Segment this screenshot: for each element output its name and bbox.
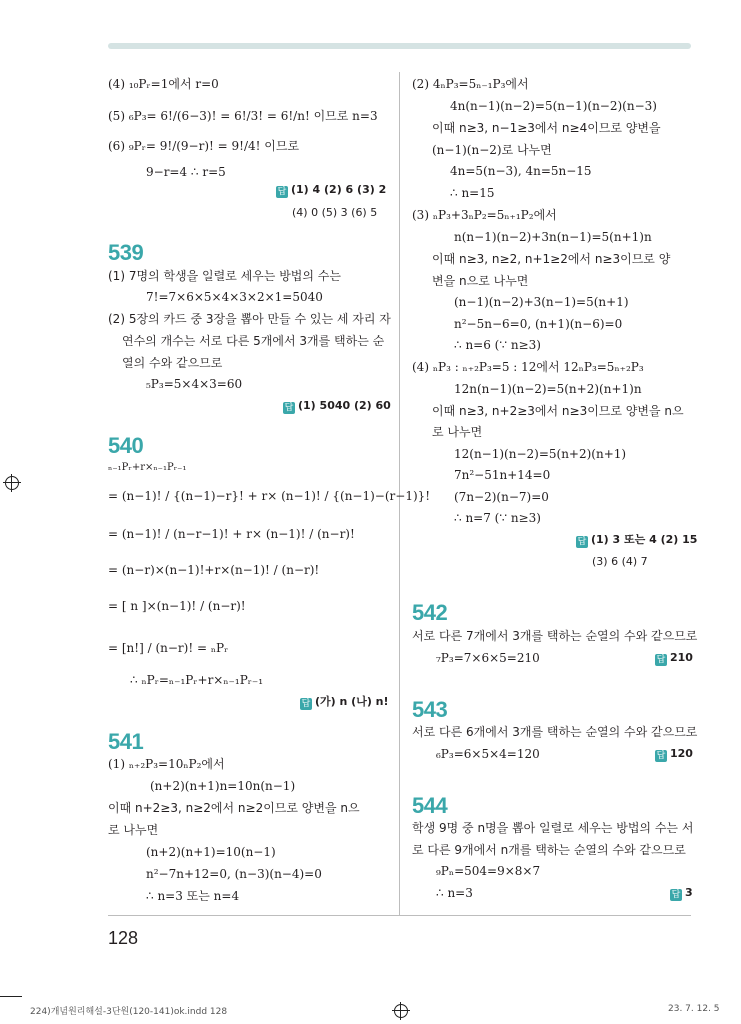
p541-cont-line: n²−5n−6=0, (n+1)(n−6)=0 — [454, 317, 623, 331]
problem-number-542: 542 — [412, 600, 448, 625]
answer-text: (1) 5040 (2) 60 — [298, 399, 391, 412]
p541-line: 로 나누면 — [108, 823, 159, 837]
p538-line-5: (5) ₆P₃= 6!/(6−3)! = 6!/3! = 6!/n! 이므로 n=3 — [108, 109, 378, 123]
answer-badge-icon: 답 — [277, 187, 287, 197]
problem-number-544: 544 — [412, 793, 448, 818]
p541-cont-line: ∴ n=6 (∵ n≥3) — [454, 338, 541, 352]
p538-line-4: (4) ₁₀Pᵣ=1에서 r=0 — [108, 77, 219, 91]
answer-badge-icon: 답 — [301, 699, 311, 709]
p540-line: ∴ ₙPᵣ=ₙ₋₁Pᵣ+r×ₙ₋₁Pᵣ₋₁ — [130, 673, 264, 687]
problem-number-539: 539 — [108, 240, 144, 265]
p539-line: (2) 5장의 카드 중 3장을 뽑아 만들 수 있는 세 자리 자 — [108, 312, 391, 326]
p541-cont-line: 이때 n≥3, n≥2, n+1≥2에서 n≥3이므로 양 — [432, 252, 671, 266]
p541-line: 이때 n+2≥3, n≥2에서 n≥2이므로 양변을 n으 — [108, 801, 360, 815]
p539-line: 연수의 개수는 서로 다른 5개에서 3개를 택하는 순 — [122, 334, 385, 348]
p539-line: (1) 7명의 학생을 일렬로 세우는 방법의 수는 — [108, 269, 341, 283]
answer-539 — [283, 398, 391, 414]
p539-line: ₅P₃=5×4×3=60 — [146, 377, 243, 391]
p539-line: 7!=7×6×5×4×3×2×1=5040 — [146, 290, 323, 304]
p541-cont-line: 12n(n−1)(n−2)=5(n+2)(n+1)n — [454, 382, 642, 396]
p541-cont-line: (n−1)(n−2)+3(n−1)=5(n+1) — [454, 295, 629, 309]
bottom-rule — [108, 915, 691, 916]
p541-cont-line: (2) 4ₙP₃=5ₙ₋₁P₃에서 — [412, 77, 529, 91]
answer-text: 120 — [670, 747, 693, 760]
p541-cont-line: 4n=5(n−3), 4n=5n−15 — [450, 164, 592, 178]
answer-text: 3 — [685, 886, 693, 899]
p541-cont-line: 로 나누면 — [432, 425, 483, 439]
answer-badge-icon: 답 — [671, 890, 681, 900]
p541-line: ∴ n=3 또는 n=4 — [146, 889, 240, 903]
p540-line: ₙ₋₁Pᵣ+r×ₙ₋₁Pᵣ₋₁ — [108, 462, 187, 473]
problem-number-540: 540 — [108, 433, 144, 458]
answer-540 — [300, 694, 389, 710]
answer-538-b: (4) 0 (5) 3 (6) 5 — [292, 206, 378, 219]
p541-cont-line: 이때 n≥3, n+2≥3에서 n≥3이므로 양변을 n으 — [432, 404, 684, 418]
p541-cont-line: (n−1)(n−2)로 나누면 — [432, 143, 552, 157]
problem-number-543: 543 — [412, 697, 448, 722]
answer-text: (가) n (나) n! — [315, 695, 389, 708]
p541-cont-line: (7n−2)(n−7)=0 — [454, 490, 549, 504]
p544-line: ₉Pₙ=504=9×8×7 — [436, 864, 541, 878]
p540-line: = (n−r)×(n−1)!+r×(n−1)! / (n−r)! — [108, 563, 320, 577]
footer-filename: 224)개념원리해설-3단원(120-141)ok.indd 128 — [30, 1007, 228, 1017]
answer-544 — [670, 885, 693, 901]
p541-line: (n+2)(n+1)n=10n(n−1) — [150, 779, 296, 793]
p540-line: = (n−1)! / {(n−1)−r}! + r× (n−1)! / {(n−1)−(r−1)}! — [108, 489, 431, 503]
p539-line: 열의 수와 같으므로 — [122, 356, 223, 370]
p544-line: 학생 9명 중 n명을 뽑아 일렬로 세우는 방법의 수는 서 — [412, 821, 694, 835]
crop-mark — [0, 996, 22, 997]
p540-line: = (n−1)! / (n−r−1)! + r× (n−1)! / (n−r)! — [108, 527, 355, 541]
registration-mark-icon — [5, 476, 19, 490]
registration-mark-icon — [394, 1004, 408, 1018]
p541-cont-line: 이때 n≥3, n−1≥3에서 n≥4이므로 양변을 — [432, 121, 661, 135]
footer-date: 23. 7. 12. 5 — [668, 1004, 720, 1014]
p541-cont-line: 변을 n으로 나누면 — [432, 274, 529, 288]
answer-538-a — [276, 182, 386, 198]
answer-badge-icon: 답 — [656, 655, 666, 665]
answer-text: (1) 3 또는 4 (2) 15 — [591, 533, 698, 546]
p544-line: 로 다른 9개에서 n개를 택하는 순열의 수와 같으므로 — [412, 843, 686, 857]
p541-cont-line: 4n(n−1)(n−2)=5(n−1)(n−2)(n−3) — [450, 99, 657, 113]
p540-line: = [n!] / (n−r)! = ₙPᵣ — [108, 641, 229, 655]
answer-badge-icon: 답 — [284, 403, 294, 413]
p541-cont-line: (3) ₙP₃+3ₙP₂=5ₙ₊₁P₂에서 — [412, 208, 557, 222]
p541-cont-line: ∴ n=7 (∵ n≥3) — [454, 511, 541, 525]
problem-number-541: 541 — [108, 729, 144, 754]
answer-text: (1) 4 (2) 6 (3) 2 — [291, 183, 387, 196]
answer-text: 210 — [670, 651, 693, 664]
p540-line: = [ n ]×(n−1)! / (n−r)! — [108, 599, 246, 613]
p544-line: ∴ n=3 — [436, 886, 473, 900]
p541-line: n²−7n+12=0, (n−3)(n−4)=0 — [146, 867, 322, 881]
p541-line: (1) ₙ₊₂P₃=10ₙP₂에서 — [108, 757, 225, 771]
top-decorative-bar — [108, 43, 691, 49]
answer-badge-icon: 답 — [656, 751, 666, 761]
answer-badge-icon: 답 — [577, 537, 587, 547]
p538-line-7: 9−r=4 ∴ r=5 — [146, 165, 226, 179]
p541-cont-line: (4) ₙP₃ : ₙ₊₂P₃=5 : 12에서 12ₙP₃=5ₙ₊₂P₃ — [412, 360, 644, 374]
answer-541-a — [576, 532, 697, 548]
p541-cont-line: 12(n−1)(n−2)=5(n+2)(n+1) — [454, 447, 627, 461]
p543-line: ₆P₃=6×5×4=120 — [436, 747, 540, 761]
p541-line: (n+2)(n+1)=10(n−1) — [146, 845, 276, 859]
p541-cont-line: ∴ n=15 — [450, 186, 495, 200]
answer-541-b: (3) 6 (4) 7 — [592, 555, 648, 568]
p541-cont-line: n(n−1)(n−2)+3n(n−1)=5(n+1)n — [454, 230, 652, 244]
answer-542 — [655, 650, 693, 666]
page-number: 128 — [108, 928, 139, 948]
p538-line-6: (6) ₉Pᵣ= 9!/(9−r)! = 9!/4! 이므로 — [108, 139, 300, 153]
p541-cont-line: 7n²−51n+14=0 — [454, 468, 551, 482]
answer-543 — [655, 746, 693, 762]
p542-line: 서로 다른 7개에서 3개를 택하는 순열의 수와 같으므로 — [412, 629, 698, 643]
p543-line: 서로 다른 6개에서 3개를 택하는 순열의 수와 같으므로 — [412, 725, 698, 739]
p542-line: ₇P₃=7×6×5=210 — [436, 651, 540, 665]
